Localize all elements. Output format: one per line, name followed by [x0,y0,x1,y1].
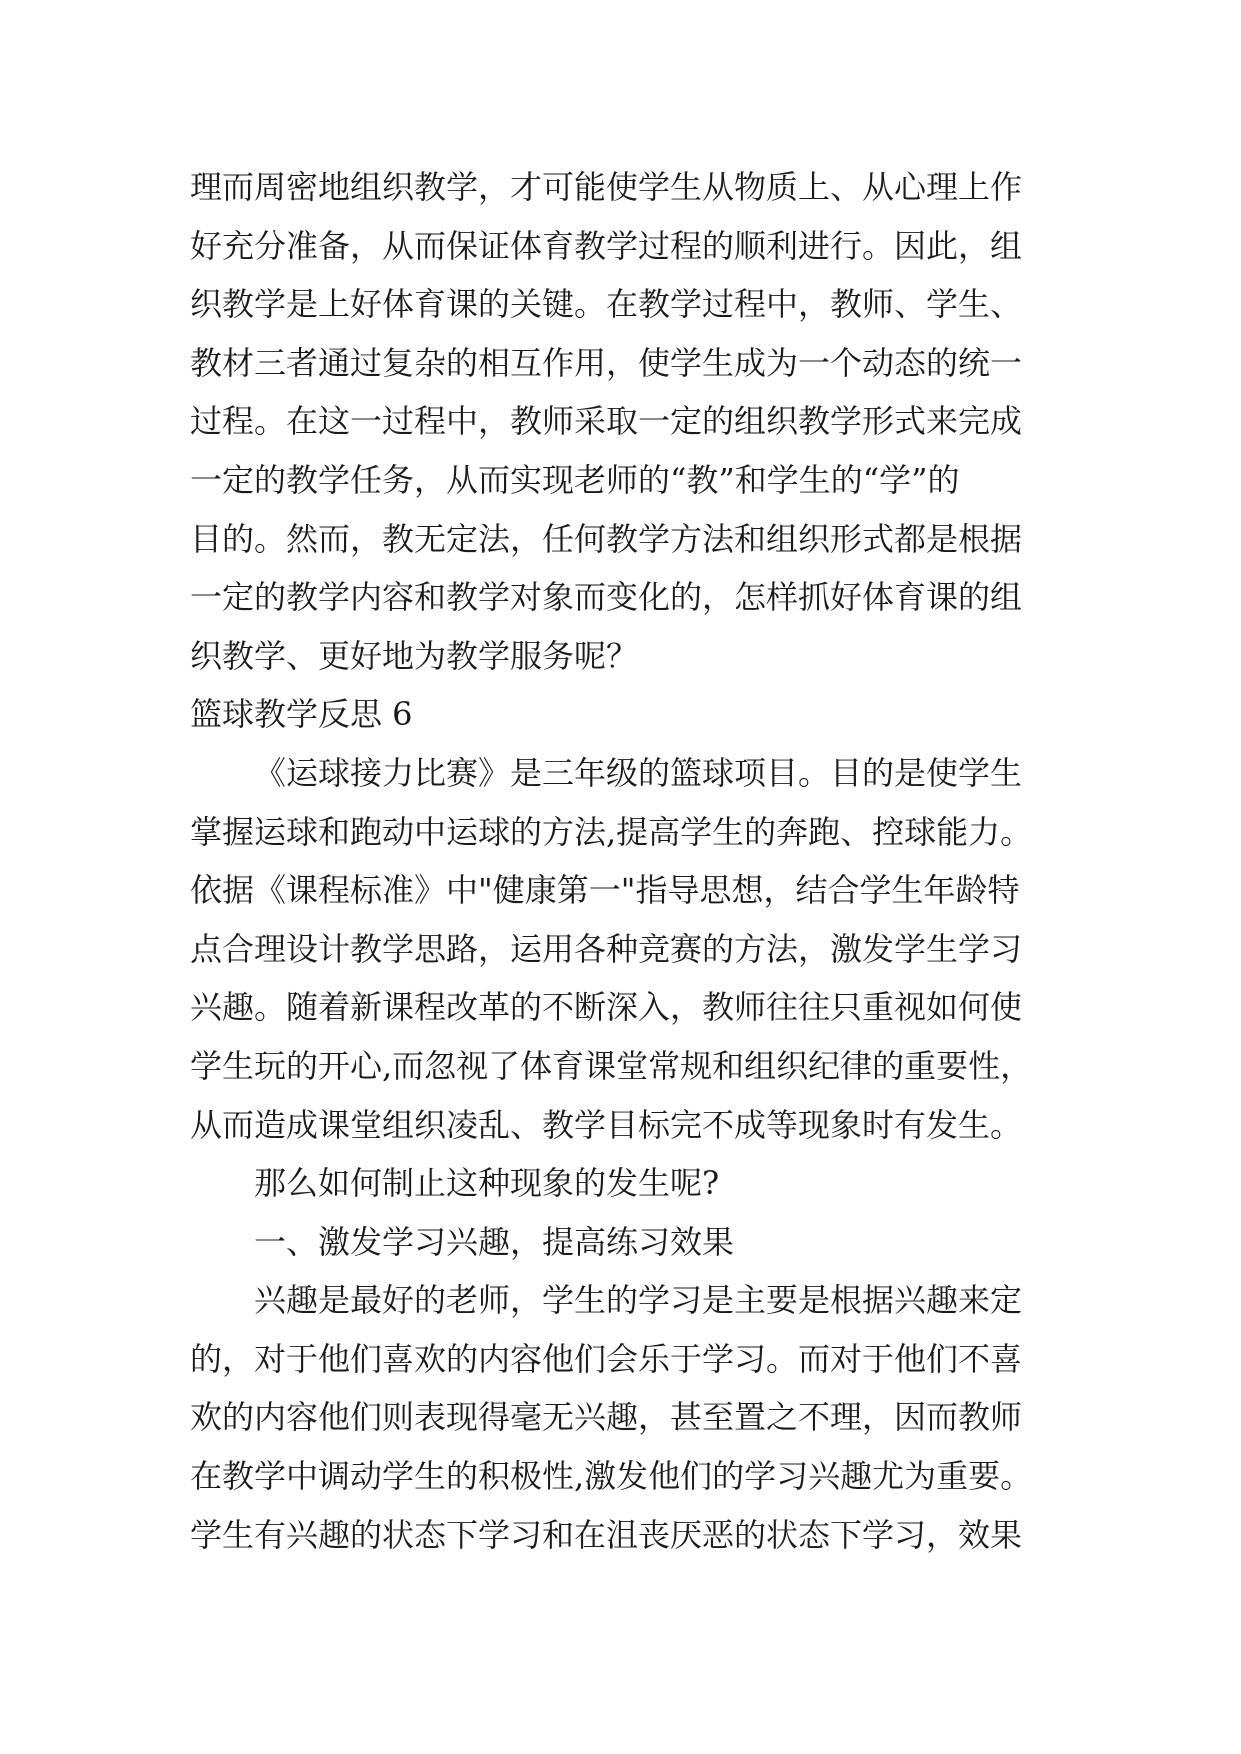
text-line: 从而造成课堂组织凌乱、教学目标完不成等现象时有发生。 [190,1105,1023,1144]
text-line: 那么如何制止这种现象的发生呢? [254,1164,720,1203]
text-line: 一定的教学内容和教学对象而变化的，怎样抓好体育课的组 [190,578,1023,617]
text-line: 织教学是上好体育课的关键。在教学过程中，教师、学生、 [190,285,1023,324]
text-line: 目的。然而，教无定法，任何教学方法和组织形式都是根据 [190,519,1023,558]
text-line: 《运球接力比赛》是三年级的篮球项目。目的是使学生 [254,753,1023,792]
text-line: 点合理设计教学思路，运用各种竞赛的方法，激发学生学习 [190,929,1023,968]
text-line: 过程。在这一过程中，教师采取一定的组织教学形式来完成 [190,402,1023,441]
text-line: 织教学、更好地为教学服务呢？ [190,636,639,675]
text-line: 掌握运球和跑动中运球的方法,提高学生的奔跑、控球能力。 [190,812,1033,851]
text-line: 依据《课程标准》中"健康第一"指导思想，结合学生年龄特 [190,871,1020,910]
text-line: 好充分准备，从而保证体育教学过程的顺利进行。因此，组 [190,226,1023,265]
text-line: 的，对于他们喜欢的内容他们会乐于学习。而对于他们不喜 [190,1339,1023,1378]
text-line: 兴趣。随着新课程改革的不断深入，教师往往只重视如何使 [190,988,1023,1027]
text-line: 理而周密地组织教学，才可能使学生从物质上、从心理上作 [190,168,1023,206]
text-line: 一定的教学任务，从而实现老师的“教”和学生的“学”的 [190,460,960,499]
text-line: 一、激发学习兴趣，提高练习效果 [254,1222,735,1261]
text-line: 篮球教学反思 6 [190,695,413,734]
text-line: 学生有兴趣的状态下学习和在沮丧厌恶的状态下学习，效果 [190,1515,1023,1554]
document-body [190,158,1070,1564]
text-line: 欢的内容他们则表现得毫无兴趣，甚至置之不理，因而教师 [190,1398,1023,1437]
text-line: 教材三者通过复杂的相互作用，使学生成为一个动态的统一 [190,343,1023,382]
text-line: 学生玩的开心,而忽视了体育课堂常规和组织纪律的重要性， [190,1046,1033,1085]
text-line: 兴趣是最好的老师，学生的学习是主要是根据兴趣来定 [254,1281,1023,1320]
text-line: 在教学中调动学生的积极性,激发他们的学习兴趣尤为重要。 [190,1457,1033,1496]
